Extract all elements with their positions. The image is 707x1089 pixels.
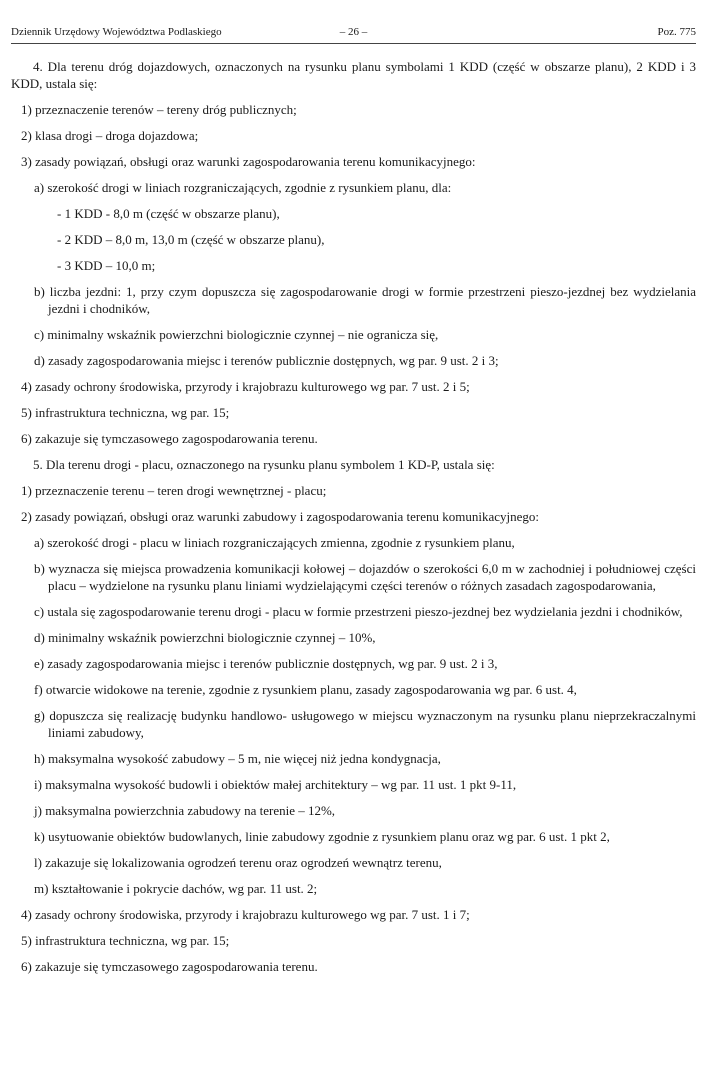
sub-list-item: b) wyznacza się miejsca prowadzenia komunikacji kołowej – dojazdów o szerokości 6,0 m w zachodniej i południowej części placu – wydzielone na rysunku planu liniami wydzielającymi części terenów o różnych zasadach zagospodarowania, <box>34 561 696 593</box>
sub-sub-list-item: - 3 KDD – 10,0 m; <box>57 258 156 273</box>
sub-list-item: c) ustala się zagospodarowanie terenu drogi - placu w formie przestrzeni pieszo-jezdnej bez wydzielania jezdni i chodników, <box>34 604 683 619</box>
document-body <box>11 58 696 975</box>
sub-list-item: h) maksymalna wysokość zabudowy – 5 m, nie więcej niż jedna kondygnacja, <box>34 751 441 766</box>
list-item: 2) zasady powiązań, obsługi oraz warunki zabudowy i zagospodarowania terenu komunikacyjnego: <box>21 509 540 524</box>
section-intro: 5. Dla terenu drogi - placu, oznaczonego na rysunku planu symbolem 1 KD-P, ustala się: <box>33 457 495 472</box>
sub-list-item: j) maksymalna powierzchnia zabudowy na terenie – 12%, <box>34 803 336 818</box>
page-number: – 26 – <box>339 26 368 38</box>
list-item: 2) klasa drogi – droga dojazdowa; <box>21 128 199 143</box>
position-number: Poz. 775 <box>657 26 696 38</box>
sub-list-item: d) minimalny wskaźnik powierzchni biologicznie czynnej – 10%, <box>34 630 376 645</box>
list-item: 5) infrastruktura techniczna, wg par. 15; <box>21 933 230 948</box>
list-item: 3) zasady powiązań, obsługi oraz warunki zagospodarowania terenu komunikacyjnego: <box>21 154 476 169</box>
sub-list-item: d) zasady zagospodarowania miejsc i terenów publicznie dostępnych, wg par. 9 ust. 2 i 3; <box>34 353 499 368</box>
sub-list-item: e) zasady zagospodarowania miejsc i terenów publicznie dostępnych, wg par. 9 ust. 2 i 3, <box>34 656 498 671</box>
sub-list-item: m) kształtowanie i pokrycie dachów, wg par. 11 ust. 2; <box>34 881 318 896</box>
page-header <box>11 26 696 42</box>
header-divider <box>11 43 696 44</box>
sub-list-item: l) zakazuje się lokalizowania ogrodzeń terenu oraz ogrodzeń wewnątrz terenu, <box>34 855 442 870</box>
sub-list-item: b) liczba jezdni: 1, przy czym dopuszcza się zagospodarowanie drogi w formie przestrzeni pieszo-jezdnej bez wydzielania jezdni i chodników, <box>34 284 696 316</box>
list-item: 1) przeznaczenie terenów – tereny dróg publicznych; <box>21 102 297 117</box>
list-item: 6) zakazuje się tymczasowego zagospodarowania terenu. <box>21 959 318 974</box>
list-item: 6) zakazuje się tymczasowego zagospodarowania terenu. <box>21 431 318 446</box>
sub-sub-list-item: - 1 KDD - 8,0 m (część w obszarze planu), <box>57 206 280 221</box>
journal-title: Dziennik Urzędowy Województwa Podlaskiego <box>11 26 222 38</box>
list-item: 1) przeznaczenie terenu – teren drogi wewnętrznej - placu; <box>21 483 327 498</box>
sub-list-item: f) otwarcie widokowe na terenie, zgodnie z rysunkiem planu, zasady zagospodarowania wg par. 6 ust. 4, <box>34 682 577 697</box>
section-intro: 4. Dla terenu dróg dojazdowych, oznaczonych na rysunku planu symbolami 1 KDD (część w obszarze planu), 2 KDD i 3 KDD, ustala się: <box>11 59 696 91</box>
sub-sub-list-item: - 2 KDD – 8,0 m, 13,0 m (część w obszarze planu), <box>57 232 325 247</box>
list-item: 4) zasady ochrony środowiska, przyrody i krajobrazu kulturowego wg par. 7 ust. 1 i 7; <box>21 907 470 922</box>
sub-list-item: a) szerokość drogi w liniach rozgraniczających, zgodnie z rysunkiem planu, dla: <box>34 180 452 195</box>
sub-list-item: g) dopuszcza się realizację budynku handlowo- usługowego w miejscu wyznaczonym na rysunku planu nieprzekraczalnymi liniami zabudowy, <box>34 708 696 740</box>
sub-list-item: i) maksymalna wysokość budowli i obiektów małej architektury – wg par. 11 ust. 1 pkt 9-11, <box>34 777 517 792</box>
sub-list-item: k) usytuowanie obiektów budowlanych, linie zabudowy zgodnie z rysunkiem planu oraz wg par. 6 ust. 1 pkt 2, <box>34 829 610 844</box>
list-item: 5) infrastruktura techniczna, wg par. 15; <box>21 405 230 420</box>
list-item: 4) zasady ochrony środowiska, przyrody i krajobrazu kulturowego wg par. 7 ust. 2 i 5; <box>21 379 470 394</box>
sub-list-item: c) minimalny wskaźnik powierzchni biologicznie czynnej – nie ogranicza się, <box>34 327 439 342</box>
sub-list-item: a) szerokość drogi - placu w liniach rozgraniczających zmienna, zgodnie z rysunkiem planu, <box>34 535 515 550</box>
